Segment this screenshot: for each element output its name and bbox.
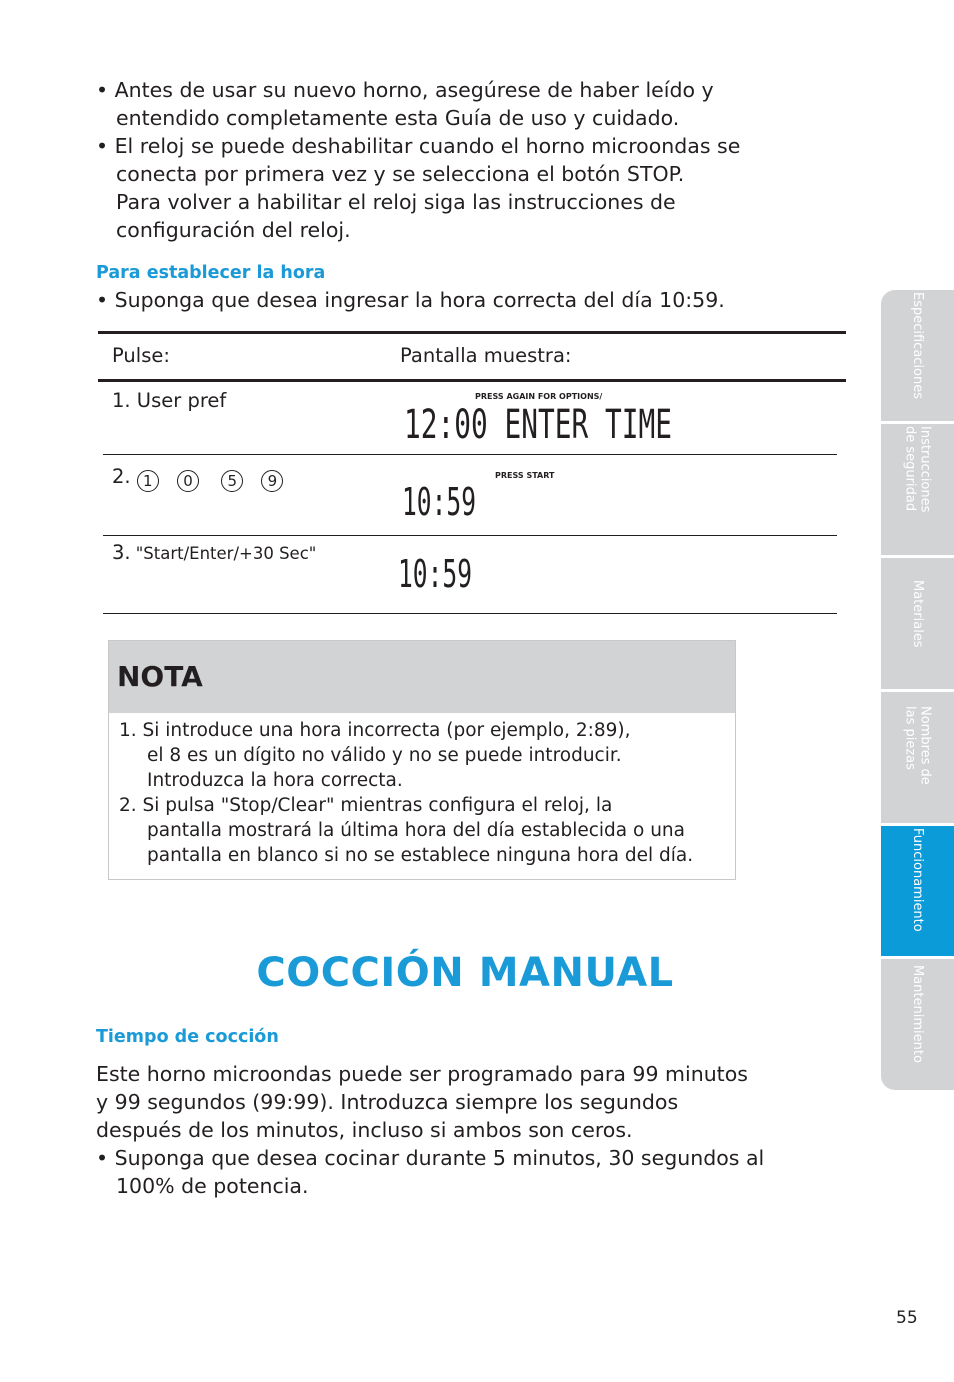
tab-instrucciones[interactable] [881, 424, 954, 555]
step-2-prefix: 2. [112, 465, 131, 488]
note-list [119, 718, 693, 868]
step-2-label [112, 465, 295, 492]
step-1-label: 1. User pref [112, 389, 227, 412]
tab-label: Materiales [910, 580, 925, 648]
page-number: 55 [896, 1308, 918, 1328]
step-3-number: 3. [112, 541, 131, 564]
column-header-display: Pantalla muestra: [400, 344, 572, 367]
lcd-display-time [400, 480, 490, 522]
tab-materiales[interactable] [881, 558, 954, 689]
tab-label: Nombres de las piezas [902, 706, 933, 785]
digit-5-button: 5 [221, 470, 243, 492]
intro-bullets [96, 76, 836, 244]
section-title: COCCIÓN MANUAL [256, 950, 674, 996]
lcd-display-enter-time [400, 402, 700, 446]
step-3-text: "Start/Enter/+30 Sec" [135, 544, 317, 563]
set-time-bullet: • Suponga que desea ingresar la hora correcta del día 10:59. [96, 288, 725, 312]
lcd-display-time [396, 552, 486, 594]
set-time-heading: Para establecer la hora [96, 263, 326, 283]
lcd-main-text: 12:00 ENTER TIME [404, 402, 672, 448]
tab-funcionamiento[interactable] [881, 826, 954, 956]
lcd-hint-options: PRESS AGAIN FOR OPTIONS/ [475, 392, 603, 401]
intro-bullet: • Antes de usar su nuevo horno, asegúrese de haber leído y entendido completamente esta Guía de uso y cuidado. [96, 78, 714, 130]
tab-mantenimiento[interactable] [881, 959, 954, 1090]
digit-0-button: 0 [177, 470, 199, 492]
note-box [108, 640, 736, 880]
cook-time-bullet: • Suponga que desea cocinar durante 5 minutos, 30 segundos al 100% de potencia. [96, 1146, 765, 1198]
column-header-press: Pulse: [112, 344, 170, 367]
tab-especificaciones[interactable] [881, 290, 954, 421]
tab-label: Instrucciones de seguridad [902, 426, 933, 513]
step-3-label [112, 541, 316, 564]
digit-9-button: 9 [261, 470, 283, 492]
note-item: 2. Si pulsa "Stop/Clear" mientras configura el reloj, la pantalla mostrará la última hora del día establecida o una pantalla en blanco si no se establece ninguna hora del día. [119, 795, 694, 866]
row-divider [103, 535, 837, 536]
digit-1-button: 1 [137, 470, 159, 492]
tab-label: Mantenimiento [910, 965, 925, 1063]
lcd-main-text: 10:59 [398, 552, 472, 596]
tab-nombres-piezas[interactable] [881, 692, 954, 823]
row-divider [103, 454, 837, 455]
note-title: NOTA [117, 660, 203, 693]
table-header-rule [98, 379, 846, 382]
tab-label: Especificaciones [910, 292, 925, 400]
cook-time-paragraph: Este horno microondas puede ser programado para 99 minutos y 99 segundos (99:99). Introduzca siempre los segundos después de los minutos, incluso si ambos son ceros. [96, 1062, 748, 1142]
intro-bullet: • El reloj se puede deshabilitar cuando el horno microondas se conecta por primera vez y se selecciona el botón STOP. Para volver a habilitar el reloj siga las instrucciones de configuración del reloj. [96, 134, 741, 242]
table-bottom-rule [103, 613, 837, 614]
lcd-hint-press-start: PRESS START [495, 471, 555, 480]
tab-label: Funcionamiento [910, 828, 925, 932]
table-top-rule [98, 331, 846, 334]
note-item: 1. Si introduce una hora incorrecta (por ejemplo, 2:89), el 8 es un dígito no válido y no se puede introducir. Introduzca la hora correcta. [119, 720, 631, 791]
lcd-main-text: 10:59 [402, 480, 476, 524]
cook-time-heading: Tiempo de cocción [96, 1027, 279, 1047]
